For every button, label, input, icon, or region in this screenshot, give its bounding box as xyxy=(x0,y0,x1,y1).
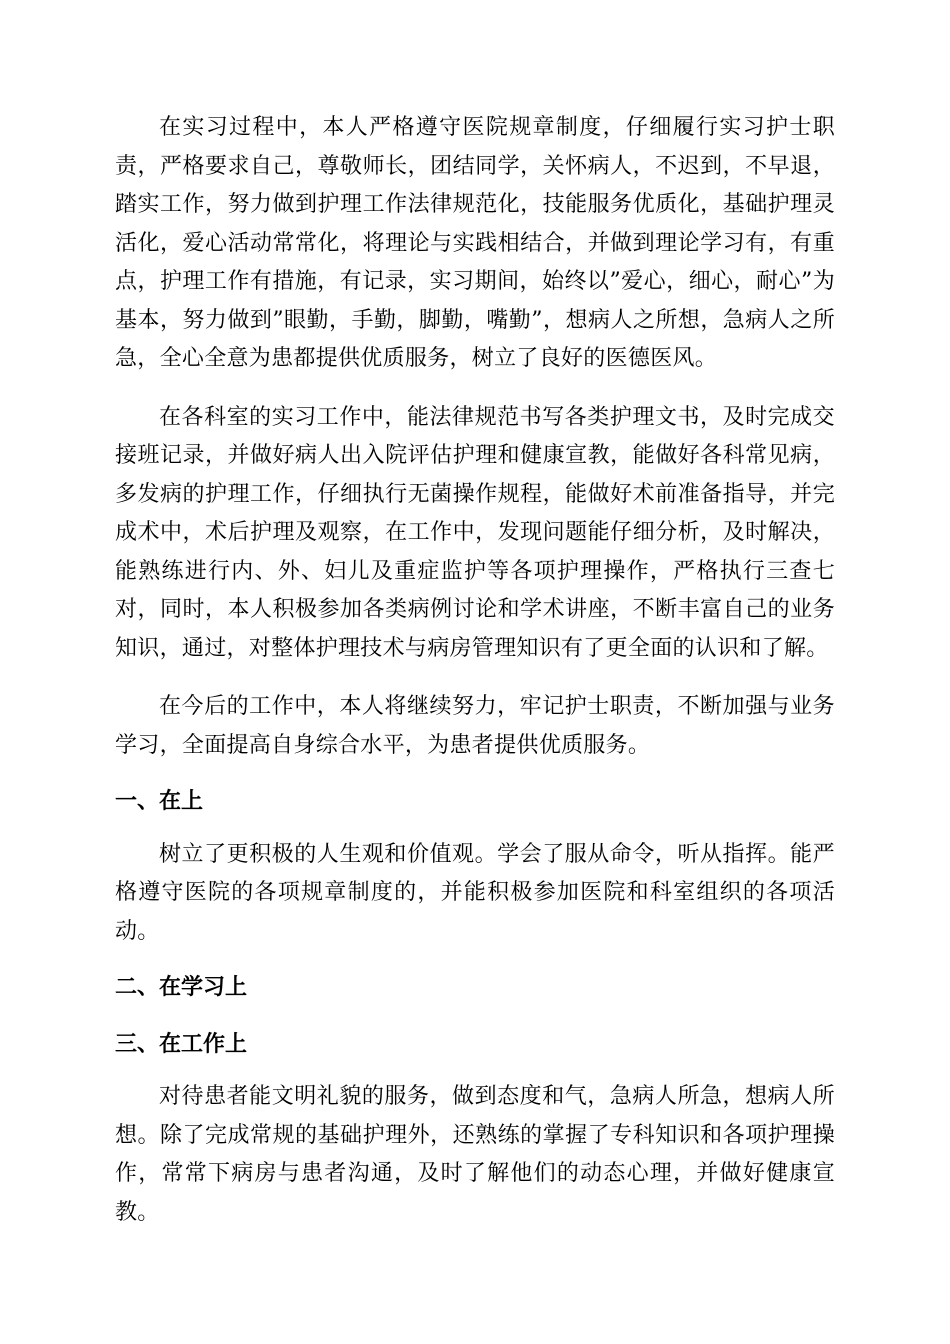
paragraph-department-work: 在各科室的实习工作中，能法律规范书写各类护理文书，及时完成交接班记录，并做好病人出入院评估护理和健康宣教，能做好各科常见病，多发病的护理工作，仔细执行无菌操作规程，能做好术前准备指导，并完成术中，术后护理及观察，在工作中，发现问题能仔细分析，及时解决，能熟练进行内、外、妇儿及重症监护等各项护理操作，严格执行三查七对，同时，本人积极参加各类病例讨论和学术讲座，不断丰富自己的业务知识，通过，对整体护理技术与病房管理知识有了更全面的认识和了解。 xyxy=(115,404,835,661)
document-body xyxy=(115,109,835,1232)
paragraph-patient-care: 对待患者能文明礼貌的服务，做到态度和气，急病人所急，想病人所想。除了完成常规的基础护理外，还熟练的掌握了专科知识和各项护理操作，常常下病房与患者沟通，及时了解他们的动态心理，并做好健康宣教。 xyxy=(115,1084,835,1225)
heading-section-2: 二、在学习上 xyxy=(115,975,248,1000)
heading-section-1: 一、在上 xyxy=(115,789,204,814)
paragraph-internship-conduct: 在实习过程中，本人严格遵守医院规章制度，仔细履行实习护士职责，严格要求自己，尊敬师长，团结同学，关怀病人，不迟到，不早退，踏实工作，努力做到护理工作法律规范化，技能服务优质化，基础护理灵活化，爱心活动常常化，将理论与实践相结合，并做到理论学习有，有重点，护理工作有措施，有记录，实习期间，始终以”爱心，细心，耐心”为基本，努力做到”眼勤，手勤，脚勤，嘴勤”，想病人之所想，急病人之所急，全心全意为患都提供优质服务，树立了良好的医德医风。 xyxy=(115,115,835,371)
heading-section-3: 三、在工作上 xyxy=(115,1031,248,1057)
paragraph-values: 树立了更积极的人生观和价值观。学会了服从命令，听从指挥。能严格遵守医院的各项规章制度的，并能积极参加医院和科室组织的各项活动。 xyxy=(115,841,835,944)
paragraph-future-work: 在今后的工作中，本人将继续努力，牢记护士职责，不断加强与业务学习，全面提高自身综合水平，为患者提供优质服务。 xyxy=(115,694,835,758)
